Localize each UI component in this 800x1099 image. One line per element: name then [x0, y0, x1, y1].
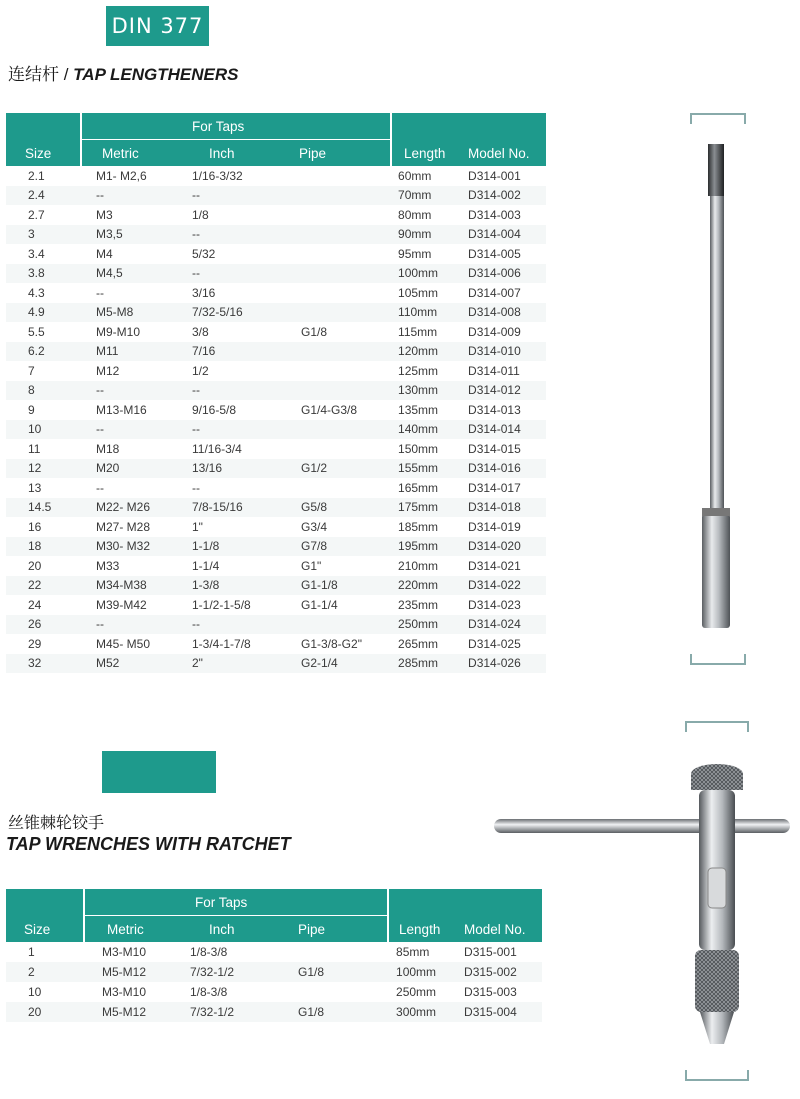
cell-metric: M13-M16 [96, 402, 147, 417]
cell-pipe [287, 186, 391, 206]
cell-pipe [287, 342, 391, 362]
cell-metric: M52 [81, 654, 180, 674]
cell-inch: 1/2 [192, 363, 209, 378]
cell-size: 20 [28, 558, 42, 573]
cell-inch: 1/16-3/32 [192, 168, 243, 183]
cell-inch: 1-1/8 [180, 537, 287, 557]
cell-metric: M20 [81, 459, 180, 479]
section1-title-en: TAP LENGTHENERS [73, 65, 239, 84]
cell-metric: M3-M10 [102, 945, 147, 959]
tap-wrenches-table [6, 889, 542, 1022]
cell-inch: 1/8 [192, 207, 209, 222]
cell-model: D314-004 [466, 225, 546, 245]
cell-metric: M30- M32 [81, 537, 180, 557]
tap-lengtheners-rows [6, 166, 546, 673]
table-row [6, 556, 546, 576]
cell-model: D314-014 [466, 420, 546, 440]
cell-length: 265mm [398, 636, 439, 651]
header-for-taps: For Taps [81, 113, 391, 140]
cell-model: D314-019 [468, 519, 521, 534]
cell-size: 2.7 [28, 207, 45, 222]
cell-pipe: G1/8 [286, 962, 388, 982]
header-model: Model No. [462, 889, 542, 942]
cell-pipe: G2-1/4 [287, 654, 391, 674]
header-size: Size [6, 113, 81, 166]
cell-model: D314-016 [466, 459, 546, 479]
cell-pipe: G1/2 [287, 459, 391, 479]
cell-length: 250mm [396, 985, 437, 999]
cell-size: 10 [6, 420, 81, 440]
cell-size: 11 [28, 441, 41, 456]
cell-length: 220mm [391, 576, 466, 596]
header-length: Length [388, 889, 462, 942]
cell-length: 125mm [398, 363, 439, 378]
cell-model: D314-001 [468, 168, 521, 183]
table-row [6, 322, 546, 342]
table-row [6, 982, 542, 1002]
cell-inch: 7/32-1/2 [181, 962, 286, 982]
cell-size: 3.8 [6, 264, 81, 284]
cell-size: 5.5 [28, 324, 45, 339]
cell-inch: 5/32 [192, 246, 216, 261]
cell-model: D314-024 [466, 615, 546, 635]
cell-model: D315-002 [462, 962, 542, 982]
cell-pipe: G1/4-G3/8 [301, 402, 358, 417]
cell-model: D314-017 [468, 480, 521, 495]
cell-metric: -- [96, 285, 104, 300]
cell-inch: 7/32-5/16 [180, 303, 287, 323]
cell-model: D314-021 [468, 558, 521, 573]
cell-length: 70mm [391, 186, 466, 206]
cell-model: D314-018 [466, 498, 546, 518]
cell-model: D314-003 [468, 207, 521, 222]
cell-length: 90mm [391, 225, 466, 245]
cell-pipe [287, 303, 391, 323]
table-row [6, 381, 546, 401]
cell-metric: M45- M50 [96, 636, 151, 651]
table-row [6, 283, 546, 303]
cell-model: D314-023 [468, 597, 521, 612]
table-row [6, 517, 546, 537]
cell-model: D314-008 [466, 303, 546, 323]
cell-inch: 1-1/4 [192, 558, 220, 573]
cell-pipe [287, 166, 391, 186]
cell-inch: -- [180, 264, 287, 284]
section1-title-cn: 连结杆 / [8, 65, 74, 84]
table-row [6, 654, 546, 674]
cell-inch: 11/16-3/4 [192, 441, 242, 456]
cell-model: D314-015 [468, 441, 521, 456]
cell-size: 7 [28, 363, 35, 378]
cell-length: 115mm [398, 324, 438, 339]
cell-metric: -- [81, 381, 180, 401]
table-row [6, 303, 546, 323]
cell-pipe [287, 420, 391, 440]
cell-length: 105mm [398, 285, 439, 300]
cell-size: 4.9 [6, 303, 81, 323]
cell-inch: 1-3/8 [180, 576, 287, 596]
cell-metric: M12 [96, 363, 120, 378]
section2-title-en: TAP WRENCHES WITH RATCHET [6, 834, 291, 854]
table-row [6, 244, 546, 264]
cell-model: D314-005 [468, 246, 521, 261]
cell-inch: 1-1/2-1-5/8 [192, 597, 251, 612]
cell-inch: 7/8-15/16 [180, 498, 287, 518]
cell-inch: 2" [180, 654, 287, 674]
cell-pipe [287, 615, 391, 635]
cell-length: 250mm [391, 615, 466, 635]
cell-size: 29 [28, 636, 42, 651]
cell-metric: M33 [96, 558, 120, 573]
cell-model: D314-002 [466, 186, 546, 206]
cell-inch: -- [180, 225, 287, 245]
cell-pipe: G1" [301, 558, 322, 573]
cell-length: 135mm [398, 402, 439, 417]
cell-metric: M4,5 [81, 264, 180, 284]
table-row [6, 439, 546, 459]
cell-model: D314-013 [468, 402, 521, 417]
header-size: Size [6, 889, 84, 942]
cell-size: 32 [6, 654, 81, 674]
cell-model: D314-011 [468, 363, 520, 378]
table-row [6, 1002, 542, 1022]
cell-model: D314-006 [466, 264, 546, 284]
cell-inch: -- [180, 420, 287, 440]
cell-metric: M34-M38 [81, 576, 180, 596]
cell-size: 10 [28, 985, 42, 999]
cell-length: 175mm [391, 498, 466, 518]
cell-model: D314-026 [466, 654, 546, 674]
cell-inch: 1-3/4-1-7/8 [192, 636, 251, 651]
cell-metric: M3-M10 [102, 985, 147, 999]
cell-inch: 7/32-1/2 [181, 1002, 286, 1022]
cell-pipe [287, 264, 391, 284]
cell-length: 300mm [388, 1002, 462, 1022]
section2-title-cn: 丝锥棘轮铰手 [8, 815, 105, 832]
cell-length: 85mm [396, 945, 430, 959]
cell-pipe [287, 283, 391, 303]
cell-metric: M3 [96, 207, 113, 222]
cell-length: 80mm [398, 207, 432, 222]
cell-metric: M4 [96, 246, 113, 261]
cell-size: 12 [6, 459, 81, 479]
tap-wrenches-rows [6, 942, 542, 1022]
cell-model: D314-012 [466, 381, 546, 401]
tap-lengthener-image [684, 108, 754, 668]
cell-metric: M5-M12 [84, 962, 181, 982]
cell-pipe: G1-3/8-G2" [301, 636, 362, 651]
cell-length: 210mm [398, 558, 439, 573]
cell-pipe [286, 942, 388, 962]
cell-size: 24 [28, 597, 42, 612]
table-row [6, 420, 546, 440]
cell-length: 155mm [391, 459, 466, 479]
header-pipe: Pipe [287, 140, 391, 167]
table-row [6, 166, 546, 186]
cell-size: 20 [6, 1002, 84, 1022]
header-metric: Metric [81, 140, 180, 167]
cell-length: 285mm [391, 654, 466, 674]
cell-length: 140mm [391, 420, 466, 440]
cell-size: 6.2 [6, 342, 81, 362]
cell-size: 14.5 [6, 498, 81, 518]
cell-pipe [287, 478, 391, 498]
cell-model: D314-010 [466, 342, 546, 362]
cell-inch: 9/16-5/8 [192, 402, 237, 417]
cell-metric: -- [81, 420, 180, 440]
table-row [6, 498, 546, 518]
cell-metric: M11 [81, 342, 180, 362]
table-row [6, 400, 546, 420]
cell-size: 2 [6, 962, 84, 982]
cell-metric: -- [81, 186, 180, 206]
cell-inch: 3/16 [192, 285, 216, 300]
table-row [6, 342, 546, 362]
cell-length: 60mm [398, 168, 432, 183]
header-pipe: Pipe [286, 916, 388, 943]
table-row [6, 186, 546, 206]
cell-model: D315-004 [462, 1002, 542, 1022]
cell-length: 100mm [388, 962, 462, 982]
table-row [6, 537, 546, 557]
cell-inch: -- [192, 480, 200, 495]
cell-length: 130mm [391, 381, 466, 401]
cell-pipe: G1-1/8 [287, 576, 391, 596]
cell-size: 18 [6, 537, 81, 557]
table-row [6, 205, 546, 225]
cell-metric: M39-M42 [96, 597, 147, 612]
cell-length: 95mm [398, 246, 432, 261]
cell-metric: M27- M28 [96, 519, 151, 534]
cell-pipe: G3/4 [301, 519, 328, 534]
cell-metric: -- [81, 615, 180, 635]
cell-size: 1 [28, 945, 35, 959]
cell-length: 120mm [391, 342, 466, 362]
table-row [6, 962, 542, 982]
cell-size: 4.3 [28, 285, 45, 300]
cell-inch: 3/8 [192, 324, 209, 339]
cell-size: 13 [28, 480, 42, 495]
cell-inch: -- [180, 186, 287, 206]
cell-model: D315-001 [464, 945, 517, 959]
din-badge: DIN 377 [106, 6, 209, 46]
cell-inch: 7/16 [180, 342, 287, 362]
cell-inch: 1" [192, 519, 203, 534]
cell-metric: -- [96, 480, 104, 495]
cell-pipe [287, 381, 391, 401]
cell-size: 3 [6, 225, 81, 245]
table-row [6, 478, 546, 498]
cell-pipe [287, 244, 391, 264]
cell-inch: 13/16 [180, 459, 287, 479]
cell-metric: M18 [96, 441, 120, 456]
table-row [6, 942, 542, 962]
cell-pipe: G5/8 [287, 498, 391, 518]
cell-pipe [286, 982, 388, 1002]
table-row [6, 264, 546, 284]
cell-metric: M9-M10 [96, 324, 141, 339]
cell-pipe [287, 205, 391, 225]
cell-length: 110mm [391, 303, 466, 323]
cell-length: 235mm [398, 597, 439, 612]
cell-metric: M22- M26 [81, 498, 180, 518]
header-length: Length [391, 113, 466, 166]
header-model: Model No. [466, 113, 546, 166]
cell-length: 100mm [391, 264, 466, 284]
cell-pipe: G1/8 [286, 1002, 388, 1022]
header-inch: Inch [181, 916, 286, 943]
cell-inch: 1/8-3/8 [190, 985, 228, 999]
table-row [6, 459, 546, 479]
table-row [6, 225, 546, 245]
cell-metric: M3,5 [81, 225, 180, 245]
header-for-taps: For Taps [84, 889, 388, 916]
cell-pipe [287, 361, 391, 381]
cell-size: 26 [6, 615, 81, 635]
cell-model: D314-025 [468, 636, 521, 651]
cell-size: 2.1 [28, 168, 45, 183]
cell-inch: -- [180, 381, 287, 401]
cell-model: D314-022 [466, 576, 546, 596]
cell-metric: M5-M12 [84, 1002, 181, 1022]
cell-pipe [287, 225, 391, 245]
cell-size: 3.4 [28, 246, 45, 261]
section-badge [102, 751, 216, 793]
section1-title [8, 60, 238, 85]
cell-length: 165mm [398, 480, 439, 495]
table-row [6, 595, 546, 615]
cell-size: 8 [6, 381, 81, 401]
table-row [6, 634, 546, 654]
table-row [6, 576, 546, 596]
cell-pipe: G1/8 [301, 324, 328, 339]
cell-size: 2.4 [6, 186, 81, 206]
cell-pipe [287, 439, 391, 459]
cell-pipe: G7/8 [287, 537, 391, 557]
cell-size: 9 [28, 402, 35, 417]
cell-inch: -- [180, 615, 287, 635]
cell-length: 150mm [398, 441, 439, 456]
cell-size: 16 [28, 519, 42, 534]
cell-metric: M5-M8 [81, 303, 180, 323]
header-metric: Metric [84, 916, 181, 943]
cell-inch: 1/8-3/8 [190, 945, 228, 959]
table-row [6, 615, 546, 635]
cell-model: D315-003 [464, 985, 517, 999]
table-row [6, 361, 546, 381]
cell-metric: M1- M2,6 [96, 168, 147, 183]
cell-model: D314-007 [468, 285, 521, 300]
tap-lengtheners-table [6, 113, 546, 673]
cell-model: D314-009 [468, 324, 521, 339]
tap-wrench-image [486, 718, 796, 1088]
cell-length: 195mm [391, 537, 466, 557]
header-inch: Inch [180, 140, 287, 167]
cell-model: D314-020 [466, 537, 546, 557]
cell-length: 185mm [398, 519, 439, 534]
cell-size: 22 [6, 576, 81, 596]
cell-pipe: G1-1/4 [301, 597, 338, 612]
